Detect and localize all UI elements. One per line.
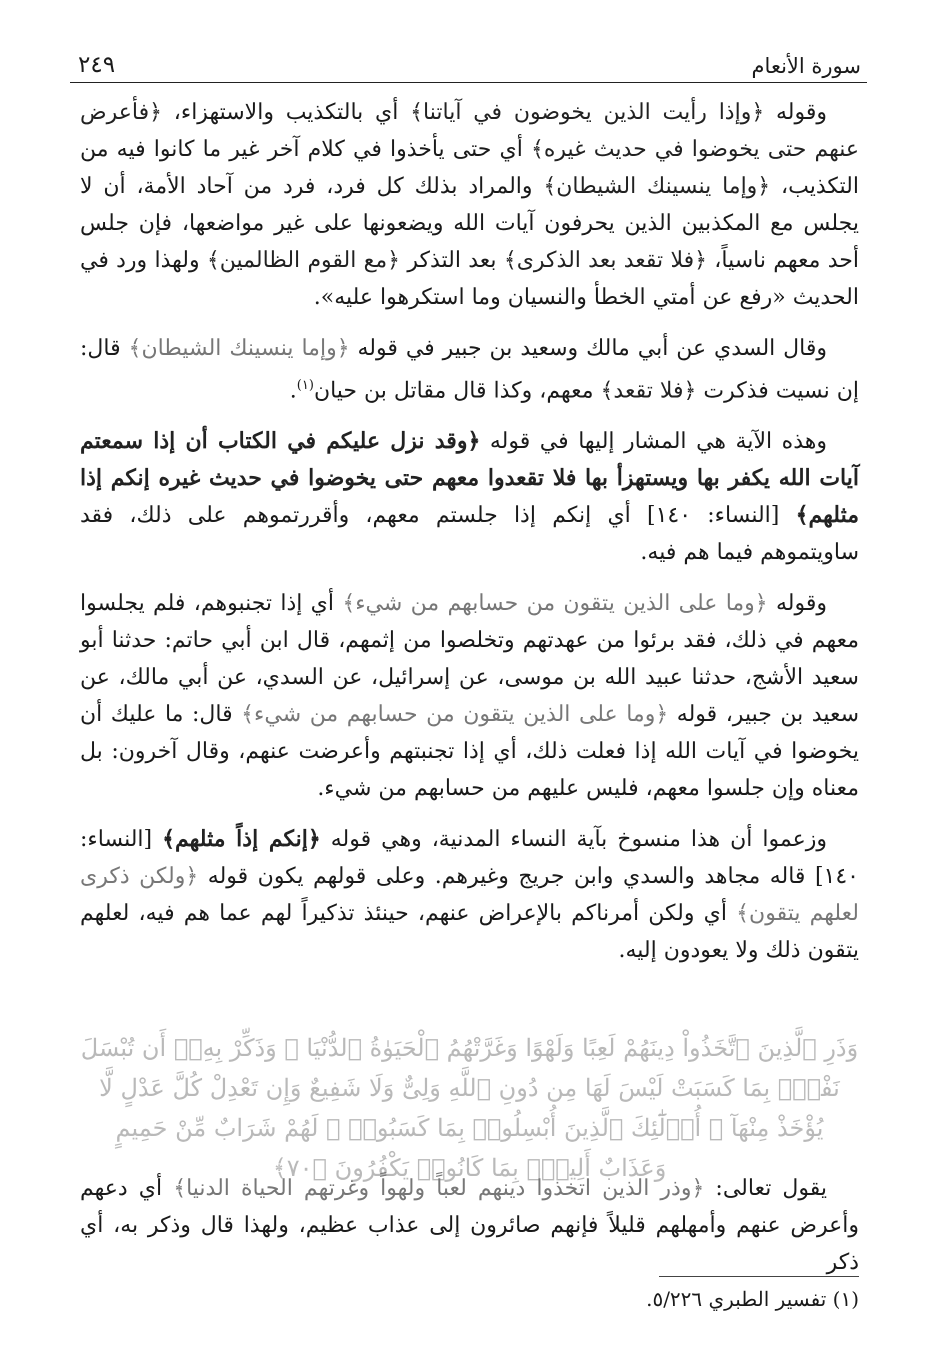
page-header [70, 46, 867, 83]
text-run: أي ولكن أمرناكم بالإعراض عنهم، حينئذ تذكيراً لهم عما هم فيه، لعلهم يتقون ذلك ولا يعودون إليه. [80, 901, 859, 964]
text-run: قال: ما عليك أن يخوضوا في آيات الله إذا فعلت ذلك، أي إذا تجنبتهم وأعرضت عنهم، وقال آخرون: بل معناه وإن جلسوا معهم، فليس عليهم من حسابهم من شيء. [80, 702, 859, 802]
text-run: وقال السدي عن أبي مالك وسعيد بن جبير في قوله [349, 336, 828, 361]
quran-quote: ﴿وذر الذين اتخذوا دينهم لعباً ولهواً وغرتهم الحياة الدنيا﴾ [173, 1176, 705, 1201]
text-run: وهذه الآية هي المشار إليها في قوله [480, 429, 827, 455]
text-run: أي بالتكذيب والاستهزاء، [161, 100, 411, 125]
footnote [646, 1284, 859, 1314]
text-run: أي حتى يأخذوا في كلام آخر غير ما كانوا فيه من التكذيب، [80, 137, 859, 199]
quran-quote: ﴿ولكن ذكرى لعلهم يتقون﴾ [80, 864, 859, 927]
text-run: معهم، وكذا قال مقاتل بن حيان [313, 378, 601, 404]
footnote-ref: (١) [296, 378, 314, 393]
text-run: [النساء: ١٤٠] أي إنكم إذا جلستم معهم، وأقررتموهم على ذلك، فقد ساويتموهم فيما هم فيه. [80, 503, 859, 566]
footnote-text: تفسير الطبري ٥/٢٢٦. [646, 1287, 833, 1311]
paragraph-6 [80, 1170, 859, 1281]
surah-title: سورة الأنعام [751, 54, 861, 78]
quran-quote: ﴿وإذا رأيت الذين يخوضون في آياتنا﴾ [410, 100, 765, 125]
text-run: والمراد بذلك كل فرد، فرد من آحاد الأمة، أن لا يجلس مع المكذبين الذين يحرفون آيات الله ويضعونها على غير مواضعها، فإن جلس أحد معهم ناسياً، [80, 174, 859, 273]
quran-quote: ﴿وما على الذين يتقون من حسابهم من شيء﴾ [342, 591, 768, 617]
quran-quote: ﴿فلا تقعد بعد الذكرى﴾ [503, 248, 707, 273]
text-run: يقول تعالى: [704, 1176, 827, 1201]
quran-quote: ﴿وإما ينسينك الشيطان﴾ [543, 174, 771, 199]
quran-verse-block: وَذَرِ ٱلَّذِينَ ٱتَّخَذُواْ دِينَهُمْ لَعِبًا وَلَهْوًا وَغَرَّتْهُمُ ٱلْحَيَوٰةُ ٱلدُّنْيَا ۚ وَذَكِّرْ بِهِۦٓ أَن تُبْسَلَ نَفْسٌۢ بِمَا كَسَبَتْ لَيْسَ لَهَا مِن دُونِ ٱللَّهِ وَلِىٌّ وَلَا شَفِيعٌ وَإِن تَعْدِلْ كُلَّ عَدْلٍ لَّا يُؤْخَذْ مِنْهَآ ۗ أُو۟لَٰٓئِكَ ٱلَّذِينَ أُبْسِلُوا۟ بِمَا كَسَبُوا۟ ۖ لَهُمْ شَرَابٌ مِّنْ حَمِيمٍ وَعَذَابٌ أَلِيمٌۢ بِمَا كَانُوا۟ يَكْفُرُونَ ﴿٧٠﴾ [80, 1034, 859, 1182]
text-run: بعد التذكر [400, 248, 504, 273]
quran-quote: ﴿فأعرض عنهم حتى يخوضوا في حديث غيره﴾ [80, 100, 859, 162]
quran-quote: ﴿وما على الذين يتقون من حسابهم من شيء﴾ [241, 702, 669, 728]
text-run: أي دعهم وأعرض عنهم وأمهلهم قليلاً فإنهم صائرون إلى عذاب عظيم، ولهذا قال وذكر به، أي ذكر [80, 1176, 859, 1275]
text-run: وقوله [767, 591, 828, 617]
quran-quote: ﴿إنكم إذاً مثلهم﴾ [162, 826, 321, 853]
text-run: ولهذا ورد في الحديث «رفع عن أمتي الخطأ والنسيان وما استكرهوا عليه». [80, 248, 859, 310]
commentary-body [80, 94, 859, 983]
quran-quote: ﴿وقد نزل عليكم في الكتاب أن إذا سمعتم آيات الله يكفر بها ويستهزأ بها فلا تقعدوا معهم حتى يخوضوا في حديث غيره إنكم إذا مثلهم﴾ [80, 428, 859, 529]
text-run: وقوله [764, 100, 827, 125]
footnote-marker: (١) [832, 1287, 859, 1311]
text-run: أي إذا تجنبوهم، فلم يجلسوا معهم في ذلك، فقد برئوا من عهدتهم وتخلصوا من إثمهم، قال ابن أبي حاتم: حدثنا أبو سعيد الأشج، حدثنا عبيد الله بن موسى، عن إسرائيل، عن السدي، عن أبي مالك، عن سعيد بن جبير، قوله [80, 591, 860, 728]
paragraph-1 [80, 94, 859, 316]
text-run: وزعموا أن هذا منسوخ بآية النساء المدنية، وهي قوله [320, 827, 827, 853]
page-number: ٢٤٩ [78, 52, 116, 78]
quran-quote: ﴿وإما ينسينك الشيطان﴾ [128, 336, 350, 361]
footnote-divider [659, 1276, 859, 1277]
text-run: [النساء: ١٤٠] قاله مجاهد والسدي وابن جريج وغيرهم. وعلى قولهم يكون قوله [80, 827, 859, 890]
paragraph-2 [80, 330, 859, 409]
paragraph-4 [80, 585, 859, 807]
text-run: قال: إن نسيت فذكرت [80, 336, 859, 404]
paragraph-5 [80, 821, 859, 969]
quran-quote: ﴿فلا تقعد﴾ [600, 378, 697, 404]
quran-quote: ﴿مع القوم الظالمين﴾ [206, 248, 401, 273]
text-run: . [289, 378, 297, 404]
paragraph-3 [80, 423, 859, 571]
